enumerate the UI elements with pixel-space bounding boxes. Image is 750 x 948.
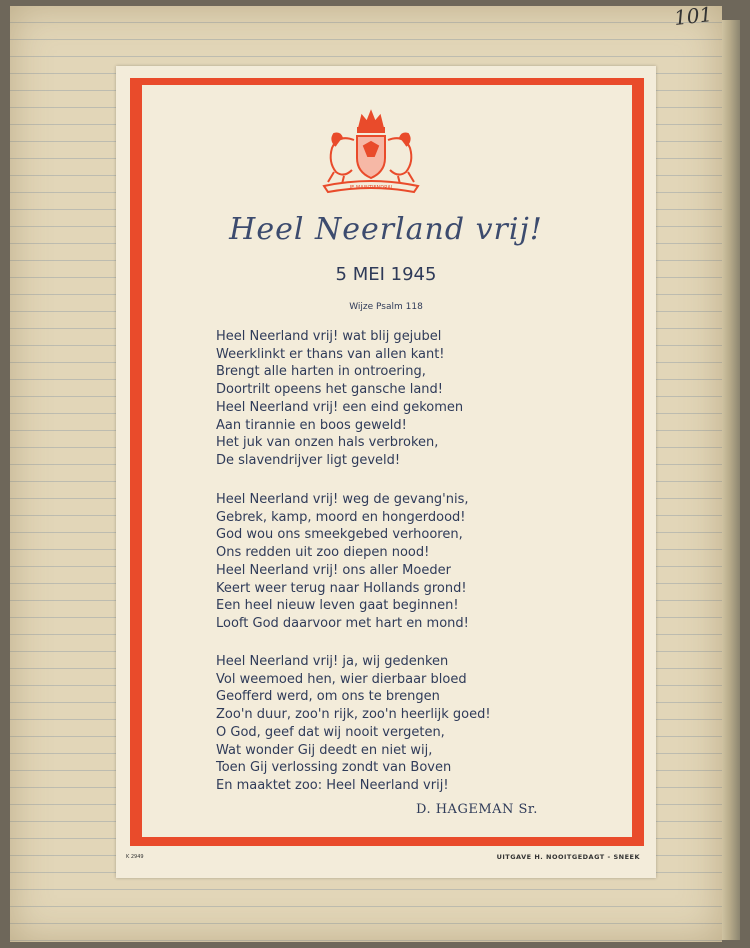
poem-line: Looft God daarvoor met hart en mond! bbox=[216, 615, 469, 631]
poem-title: Heel Neerland vrij! bbox=[229, 212, 543, 247]
poem-line: Het juk van onzen hals verbroken, bbox=[216, 435, 439, 451]
poem-leaflet bbox=[116, 66, 656, 878]
poem-line: Gebrek, kamp, moord en hongerdood! bbox=[216, 509, 466, 525]
poem-line: Keert weer terug naar Hollands grond! bbox=[216, 580, 467, 596]
poem-line: Zoo'n duur, zoo'n rijk, zoo'n heerlijk goed! bbox=[216, 707, 491, 723]
poem-line: God wou ons smeekgebed verhooren, bbox=[216, 527, 463, 543]
poem-line: En maaktet zoo: Heel Neerland vrij! bbox=[216, 777, 449, 793]
poem-line: De slavendrijver ligt geveld! bbox=[216, 452, 401, 468]
print-code: K 2949 bbox=[126, 854, 144, 860]
crest-motto: JE MAINTIENDRAI bbox=[349, 185, 393, 191]
stanza-3 bbox=[216, 653, 616, 795]
poem-line: Wat wonder Gij deedt en niet wij, bbox=[216, 742, 433, 758]
poem-line: Heel Neerland vrij! wat blij gejubel bbox=[216, 329, 442, 344]
poem-melody: Wijze Psalm 118 bbox=[349, 302, 423, 312]
poem-line: Weerklinkt er thans van allen kant! bbox=[216, 346, 445, 362]
poem-line: Heel Neerland vrij! ons aller Moeder bbox=[216, 562, 451, 578]
poem-author: D. HAGEMAN Sr. bbox=[416, 802, 538, 817]
coat-of-arms-icon bbox=[314, 106, 428, 196]
stanza-1 bbox=[216, 328, 616, 470]
page-number: 101 bbox=[672, 2, 714, 30]
poem-line: Toen Gij verlossing zondt van Boven bbox=[216, 760, 452, 776]
poem-line: Vol weemoed hen, wier dierbaar bloed bbox=[216, 671, 467, 687]
poem-line: Heel Neerland vrij! ja, wij gedenken bbox=[216, 654, 449, 669]
poem-line: Ons redden uit zoo diepen nood! bbox=[216, 545, 430, 561]
poem-line: Heel Neerland vrij! weg de gevang'nis, bbox=[216, 492, 469, 507]
poem-line: O God, geef dat wij nooit vergeten, bbox=[216, 724, 445, 740]
poem-line: Heel Neerland vrij! een eind gekomen bbox=[216, 399, 464, 415]
stanza-2 bbox=[216, 491, 616, 633]
publisher-imprint: UITGAVE H. NOOITGEDAGT - SNEEK bbox=[496, 853, 640, 861]
poem-line: Doortrilt opeens het gansche land! bbox=[216, 382, 443, 398]
poem-line: Geofferd werd, om ons te brengen bbox=[216, 689, 440, 705]
poem-date: 5 MEI 1945 bbox=[335, 264, 437, 285]
page-edge bbox=[722, 20, 740, 940]
poem-line: Een heel nieuw leven gaat beginnen! bbox=[216, 598, 459, 614]
poem-line: Aan tirannie en boos geweld! bbox=[216, 417, 407, 433]
poem-line: Brengt alle harten in ontroering, bbox=[216, 364, 426, 380]
